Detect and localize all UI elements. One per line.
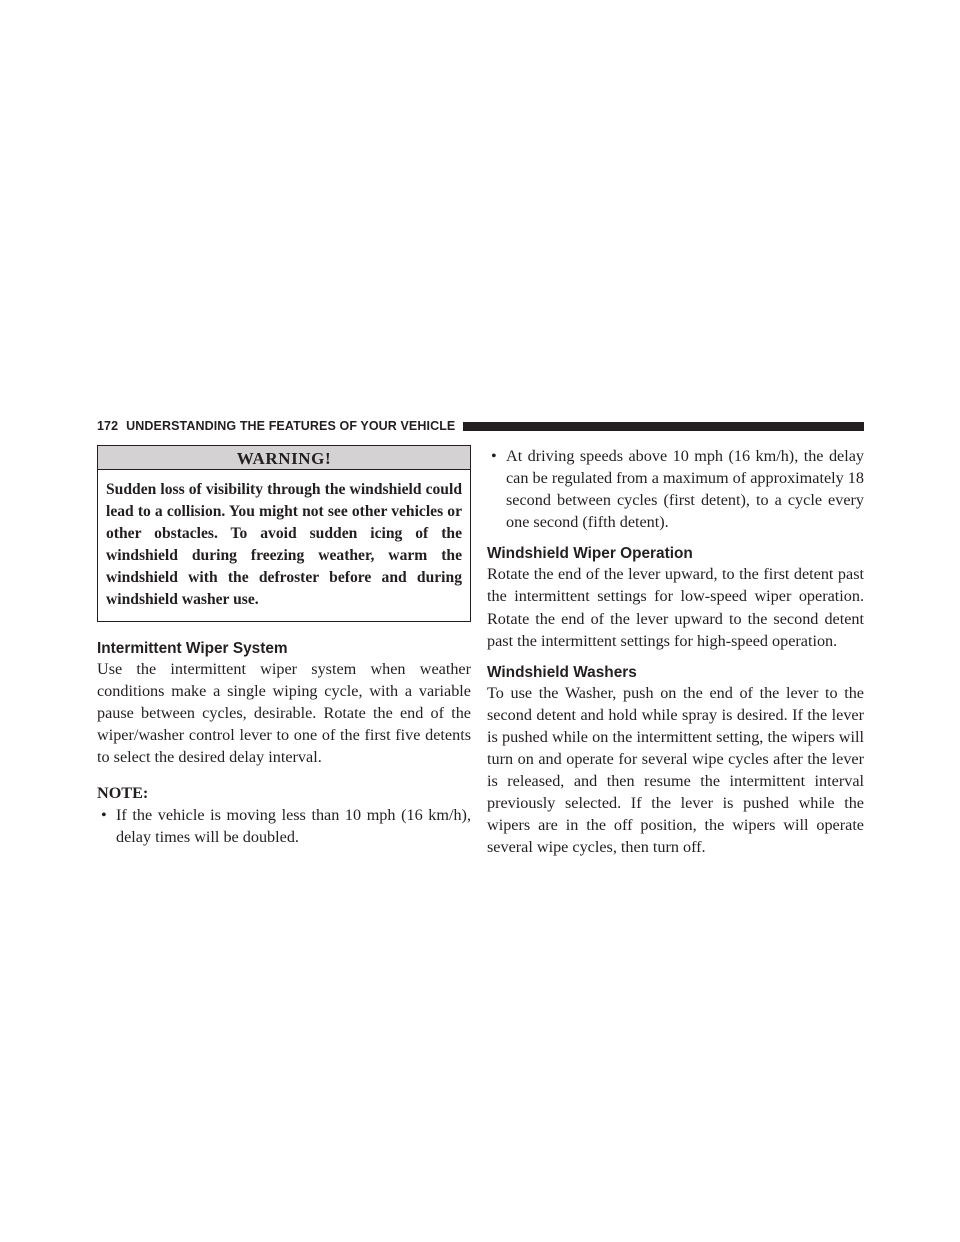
warning-body: Sudden loss of visibility through the windshield could lead to a collision. You might not see other vehicles or other obstacles. To avoid sudden icing of the windshield during freezing weather, warm the windshield with the defroster before and during windshield washer use. — [106, 481, 462, 609]
note-bullet-1-text: If the vehicle is moving less than 10 mph (16 km/h), delay times will be doubled. — [116, 806, 471, 847]
bullet-icon: • — [491, 447, 497, 465]
bullet-icon: • — [101, 806, 107, 825]
washers-heading: Windshield Washers — [487, 663, 637, 681]
note-label: NOTE: — [97, 784, 149, 803]
warning-box — [97, 445, 471, 622]
page-number: 172 — [97, 419, 119, 433]
warning-title: WARNING! — [98, 446, 470, 470]
washers-body: To use the Washer, push on the end of the lever to the second detent and hold while spray is desired. If the lever is pushed while on the intermittent setting, the wipers will turn on and operate for several wipe cycles after the lever is released, and then resume the intermittent interval previously selected. If the lever is pushed while the wipers are in the off position, the wipers will operate several wipe cycles, then turn off. — [487, 683, 864, 857]
left-column — [97, 445, 471, 848]
operation-heading: Windshield Wiper Operation — [487, 545, 693, 563]
right-column — [487, 445, 864, 859]
intermittent-body: Use the intermittent wiper system when weather conditions make a single wiping cycle, with a variable pause between cycles, desirable. Rotate the end of the wiper/washer control lever to one of the first five detents to select the desired delay interval. — [97, 659, 471, 766]
running-head: UNDERSTANDING THE FEATURES OF YOUR VEHICLE — [126, 419, 456, 433]
note-bullet-2 — [487, 445, 864, 533]
header-rule — [463, 422, 864, 431]
intermittent-heading: Intermittent Wiper System — [97, 639, 288, 657]
operation-body: Rotate the end of the lever upward, to the first detent past the intermittent settings for low-speed wiper operation. Rotate the end of the lever upward to the second detent past the intermittent settings for high-speed operation. — [487, 565, 864, 650]
page-header — [97, 418, 864, 434]
note-bullet-2-text: At driving speeds above 10 mph (16 km/h), the delay can be regulated from a maximum of approximately 18 second between cycles (first detent), to a cycle every one second (fifth detent). — [506, 447, 864, 532]
note-bullet-1 — [97, 804, 471, 848]
